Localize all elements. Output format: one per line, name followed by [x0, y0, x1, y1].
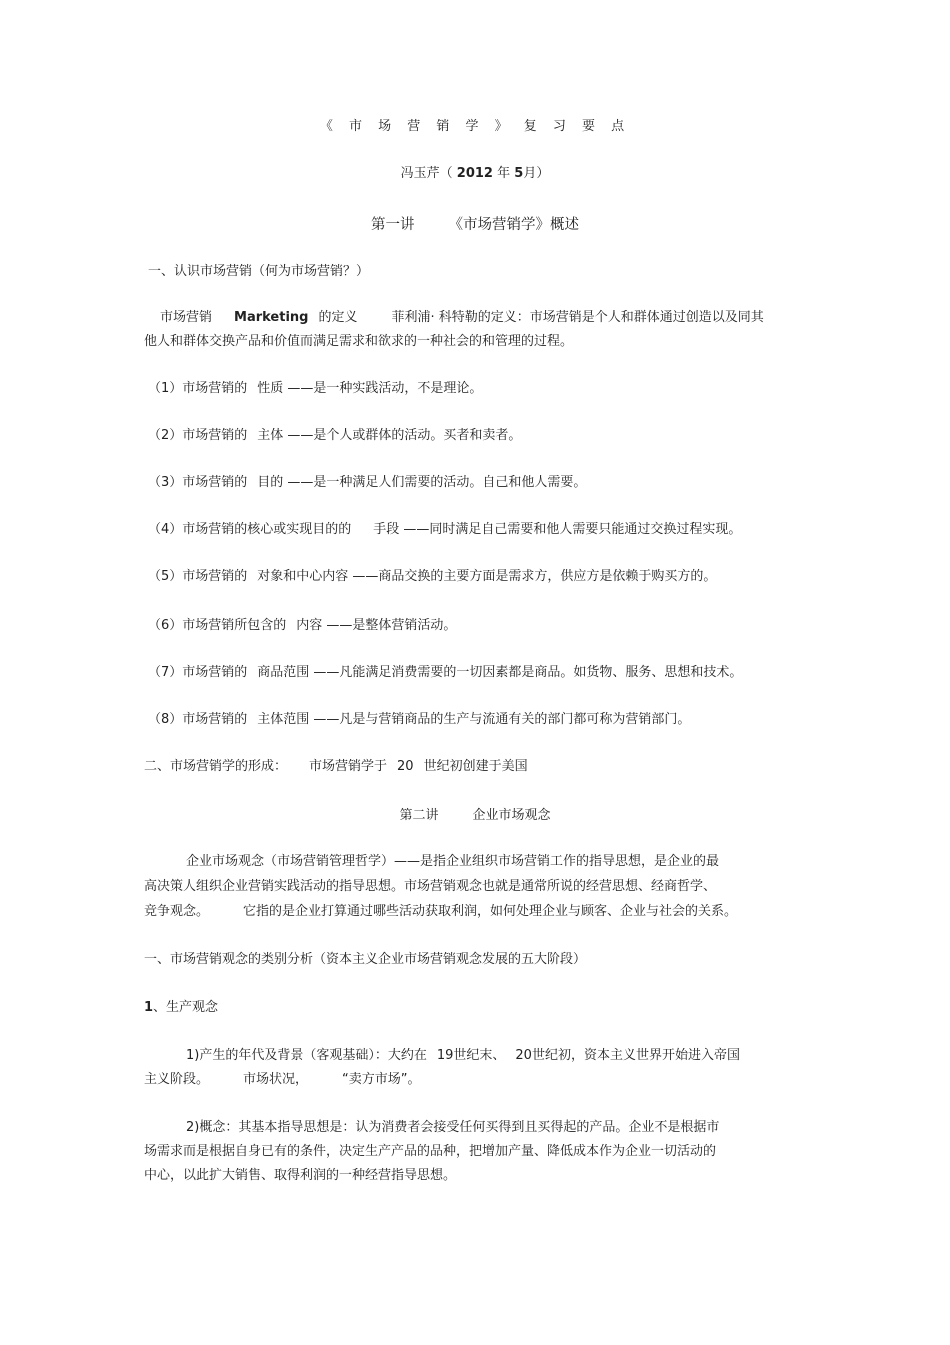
definition-label: 的定义	[318, 310, 358, 325]
list-item-4-label: （4）市场营销的核心或实现目的的	[148, 522, 352, 537]
list-item-2-text: 主体 ——是个人或群体的活动。买者和卖者。	[257, 428, 522, 443]
author-month-unit: 月）	[523, 166, 550, 181]
list-item-7-label: （7）市场营销的	[148, 665, 248, 680]
section-2-text-end: 世纪初创建于美国	[423, 759, 528, 774]
section-2-century: 20	[397, 759, 414, 774]
list-item-3-label: （3）市场营销的	[148, 475, 248, 490]
lecture-1-title: 《市场营销学》概述	[448, 217, 579, 233]
list-item-8-label: （8）市场营销的	[148, 712, 248, 727]
concept-paragraph-line-3	[144, 903, 737, 921]
lecture-2-heading	[0, 807, 950, 825]
list-item-5-text: 对象和中心内容 ——商品交换的主要方面是需求方，供应方是依赖于购买方的。	[257, 569, 717, 584]
list-item-7	[148, 664, 742, 682]
list-item-8	[148, 711, 690, 729]
background-line-1	[186, 1047, 740, 1065]
background-line-2	[144, 1071, 421, 1089]
background-text-3: 世纪初，资本主义世界开始进入帝国	[531, 1048, 740, 1063]
lecture-2-number: 第二讲	[399, 808, 439, 823]
list-item-2	[148, 427, 521, 445]
list-item-5	[148, 568, 716, 586]
lecture-1-heading	[0, 216, 950, 234]
author-month: 5	[514, 166, 524, 181]
author-line	[0, 165, 950, 183]
list-item-7-text: 商品范围 ——凡能满足消费需要的一切因素都是商品。如货物、服务、思想和技术。	[257, 665, 743, 680]
list-item-2-label: （2）市场营销的	[148, 428, 248, 443]
list-item-8-text: 主体范围 ——凡是与营销商品的生产与流通有关的部门都可称为营销部门。	[257, 712, 691, 727]
background-line-2c: “卖方市场”。	[342, 1072, 421, 1087]
lecture-2-title: 企业市场观念	[472, 808, 551, 823]
concept-definition-line-1: 2)概念：其基本指导思想是：认为消费者会接受任何买得到且买得起的产品。企业不是根据市	[186, 1120, 720, 1135]
section-2-text: 市场营销学于	[309, 759, 388, 774]
list-item-4-text: 手段 ——同时满足自己需要和他人需要只能通过交换过程实现。	[373, 522, 742, 537]
author-name: 冯玉芹（	[400, 166, 453, 181]
background-line-2a: 主义阶段。	[144, 1072, 210, 1087]
production-concept-title: 、生产观念	[153, 1000, 219, 1015]
list-item-1-label: （1）市场营销的	[148, 381, 248, 396]
list-item-3	[148, 474, 586, 492]
list-item-4	[148, 521, 741, 539]
section-2-label: 二、市场营销学的形成：	[144, 759, 288, 774]
author-year-unit: 年	[497, 166, 511, 181]
author-year: 2012	[456, 166, 493, 181]
background-century-1: 19	[436, 1048, 454, 1063]
list-item-6-label: （6）市场营销所包含的	[148, 618, 287, 633]
list-item-1-text: 性质 ——是一种实践活动，不是理论。	[257, 381, 483, 396]
document-title: 《 市 场 营 销 学 》 复 习 要 点	[319, 119, 631, 134]
concept-paragraph-line-1: 企业市场观念（市场营销管理哲学）——是指企业组织市场营销工作的指导思想，是企业的最	[186, 854, 720, 869]
section-1-heading: 一、认识市场营销（何为市场营销？）	[148, 264, 370, 279]
definition-term-english: Marketing	[234, 310, 309, 325]
background-line-2b: 市场状况，	[243, 1072, 309, 1087]
definition-line-1	[160, 309, 764, 327]
section-2-heading	[144, 758, 528, 776]
background-text-1: 1)产生的年代及背景（客观基础）：大约在	[186, 1048, 427, 1063]
lecture-1-number: 第一讲	[371, 217, 415, 233]
background-century-2: 20	[515, 1048, 532, 1063]
list-item-1	[148, 380, 482, 398]
concept-paragraph-line-3a: 竞争观念。	[144, 904, 210, 919]
list-item-3-text: 目的 ——是一种满足人们需要的活动。自己和他人需要。	[257, 475, 587, 490]
list-item-5-label: （5）市场营销的	[148, 569, 248, 584]
section-3-heading: 一、市场营销观念的类别分析（资本主义企业市场营销观念发展的五大阶段）	[144, 952, 587, 967]
background-text-2: 世纪末、	[453, 1048, 506, 1063]
production-concept-heading	[144, 999, 218, 1017]
list-item-6	[148, 617, 456, 635]
definition-line-2: 他人和群体交换产品和价值而满足需求和欲求的一种社会的和管理的过程。	[144, 334, 574, 349]
concept-definition-line-2: 场需求而是根据自身已有的条件，决定生产产品的品种，把增加产量、降低成本作为企业一切活动的	[144, 1144, 717, 1159]
production-concept-number: 1	[144, 1000, 154, 1015]
definition-text: 菲利浦· 科特勒的定义：市场营销是个人和群体通过创造以及同其	[391, 310, 764, 325]
concept-paragraph-line-3b: 它指的是企业打算通过哪些活动获取利润，如何处理企业与顾客、企业与社会的关系。	[243, 904, 738, 919]
list-item-6-text: 内容 ——是整体营销活动。	[296, 618, 457, 633]
concept-paragraph-line-2: 高决策人组织企业营销实践活动的指导思想。市场营销观念也就是通常所说的经营思想、经商哲学、	[144, 879, 717, 894]
definition-term: 市场营销	[160, 310, 213, 325]
concept-definition-line-3: 中心，以此扩大销售、取得利润的一种经营指导思想。	[144, 1168, 457, 1183]
